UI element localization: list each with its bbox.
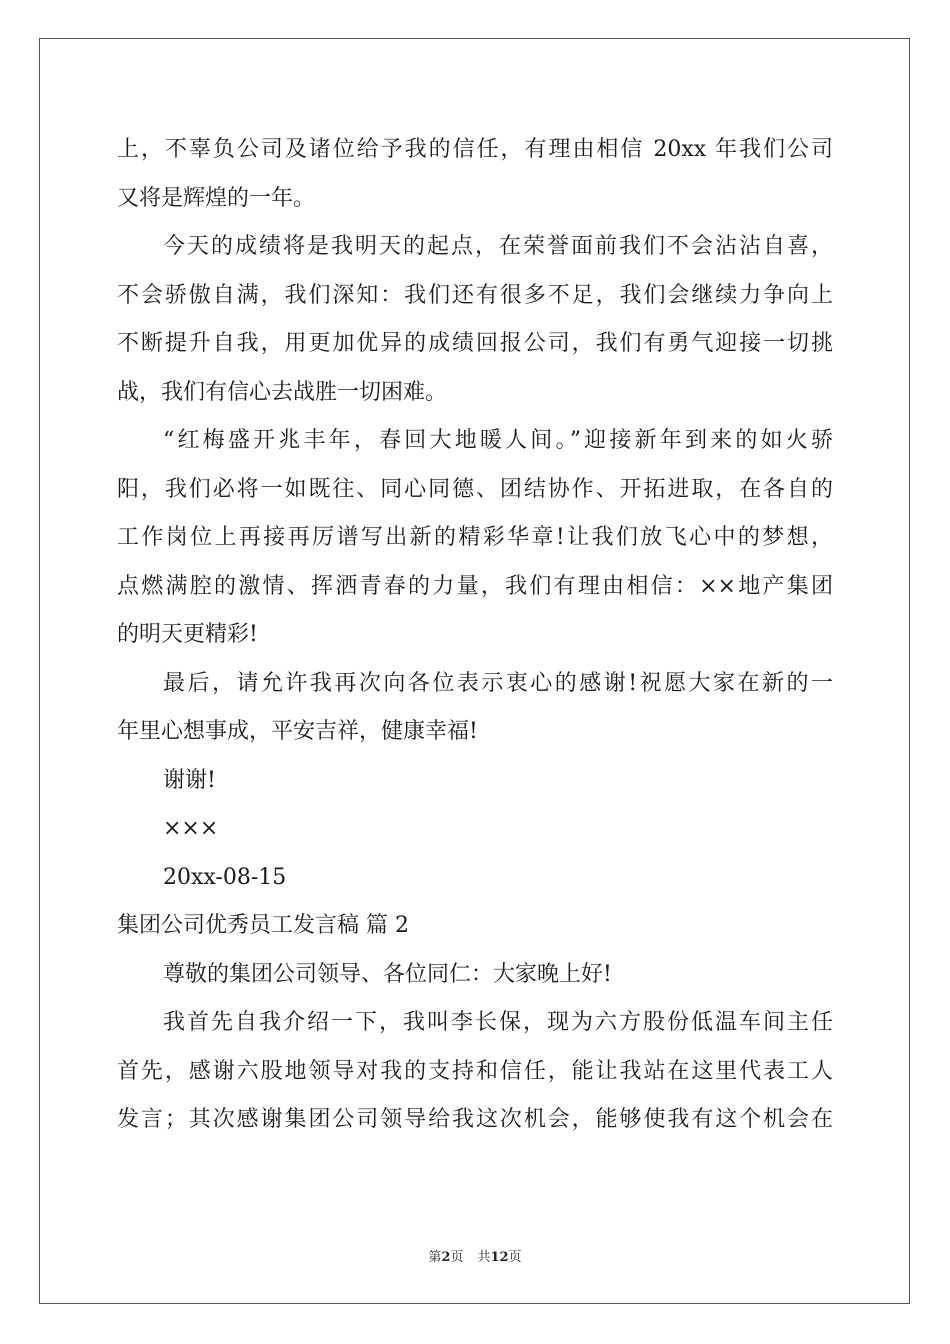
total-unit: 页 [508,1250,522,1265]
page-current: 2 [441,1250,451,1265]
text-line: “红梅盛开兆丰年，春回大地暖人间。”迎接新年到来的如火骄 [163,428,833,453]
text-line: 我首先自我介绍一下，我叫李长保，现为六方股份低温车间主任 [163,1010,833,1035]
text-line: 阳，我们必将一如既往、同心同德、团结协作、开拓进取，在各自的 [117,476,833,502]
text-line: 首先，感谢六股地领导对我的支持和信任，能让我站在这里代表工人 [117,1058,833,1084]
text-line: 的明天更精彩! [117,622,258,647]
total-prefix: 共 [477,1250,491,1265]
document-body [117,126,833,1145]
text-line: 年里心想事成，平安吉祥，健康幸福! [117,719,478,744]
section-heading: 集团公司优秀员工发言稿 篇 2 [117,913,409,938]
text-line: 不断提升自我，用更加优异的成绩回报公司，我们有勇气迎接一切挑 [117,331,833,356]
page-unit: 页 [450,1250,464,1265]
text-line: 谢谢! [163,767,216,793]
text-line: 上，不辜负公司及诸位给予我的信任，有理由相信 20xx 年我们公司 [117,137,833,162]
signature-name: ××× [163,816,219,841]
text-line: 战，我们有信心去战胜一切困难。 [117,379,448,405]
text-line: 不会骄傲自满，我们深知：我们还有很多不足，我们会继续力争向上 [117,282,833,308]
text-line: 又将是辉煌的一年。 [117,185,316,211]
signature-date: 20xx-08-15 [163,864,287,890]
text-line: 发言；其次感谢集团公司领导给我这次机会，能够使我有这个机会在 [117,1107,833,1132]
page-prefix: 第 [428,1250,442,1265]
text-line: 点燃满腔的激情、挥洒青春的力量，我们有理由相信：××地产集团 [117,573,833,599]
text-line: 最后，请允许我再次向各位表示衷心的感谢!祝愿大家在新的一 [163,670,833,696]
text-line: 工作岗位上再接再厉谱写出新的精彩华章!让我们放飞心中的梦想， [117,525,833,550]
page-total: 12 [490,1250,509,1265]
page-footer [0,1246,950,1265]
text-line: 今天的成绩将是我明天的起点，在荣誉面前我们不会沾沾自喜， [163,234,833,259]
text-line: 尊敬的集团公司领导、各位同仁：大家晚上好! [163,961,612,987]
